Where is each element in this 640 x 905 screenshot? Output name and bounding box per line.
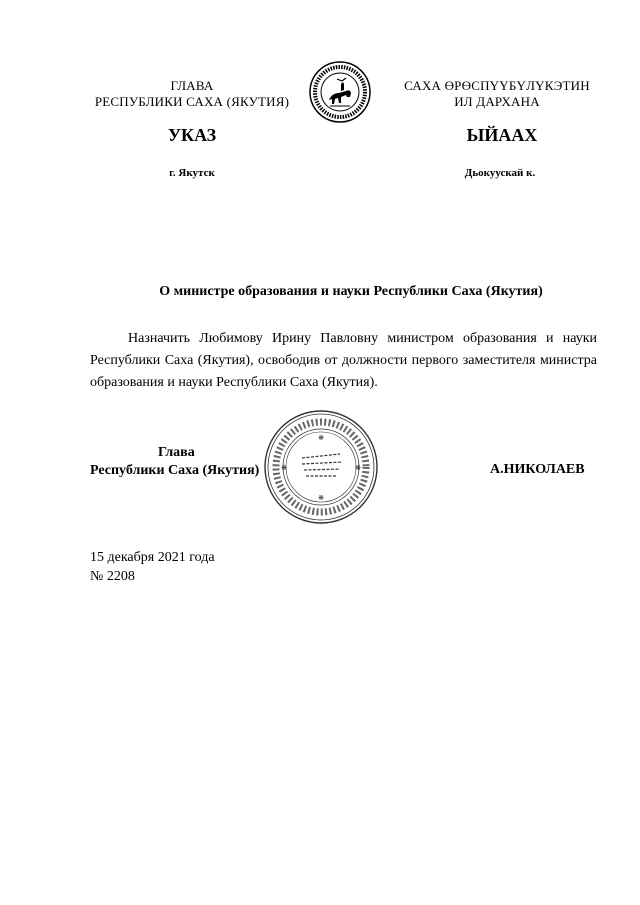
document-title: О министре образования и науки Республики Саха (Якутия) bbox=[159, 284, 543, 299]
republic-emblem-icon bbox=[308, 60, 372, 124]
document-date: 15 декабря 2021 года bbox=[90, 550, 215, 565]
city-right: Дьокуускай к. bbox=[464, 167, 536, 179]
header-left-line2: РЕСПУБЛИКИ САХА (ЯКУТИЯ) bbox=[94, 94, 290, 109]
city-left: г. Якутск bbox=[169, 167, 215, 179]
header-right bbox=[392, 78, 602, 110]
signature-name: А.НИКОЛАЕВ bbox=[490, 462, 585, 477]
signature-role-line1: Глава bbox=[158, 445, 195, 460]
document-footer bbox=[90, 548, 215, 586]
header-right-line1: САХА ӨРӨСПҮҮБҮЛҮКЭТИН bbox=[404, 78, 590, 93]
document-number: № 2208 bbox=[90, 569, 135, 584]
header-left-line1: ГЛАВА bbox=[170, 78, 214, 93]
official-stamp-icon bbox=[262, 408, 380, 526]
svg-text:❋: ❋ bbox=[355, 464, 361, 472]
header-right-line2: ИЛ ДАРХАНА bbox=[454, 94, 540, 109]
doc-type-right: ЫЙААХ bbox=[466, 125, 538, 145]
svg-text:❋: ❋ bbox=[281, 464, 287, 472]
document-body: Назначить Любимову Ирину Павловну министром образования и науки Республики Саха (Якутия), освободив от должности первого заместителя министра образования и науки Республики Саха (Якутия). bbox=[90, 331, 597, 390]
svg-text:❋: ❋ bbox=[318, 494, 324, 502]
svg-text:❋: ❋ bbox=[318, 434, 324, 442]
signature-role-line2: Республики Саха (Якутия) bbox=[90, 463, 260, 478]
doc-type-left: УКАЗ bbox=[167, 125, 217, 145]
header-left bbox=[84, 78, 300, 110]
